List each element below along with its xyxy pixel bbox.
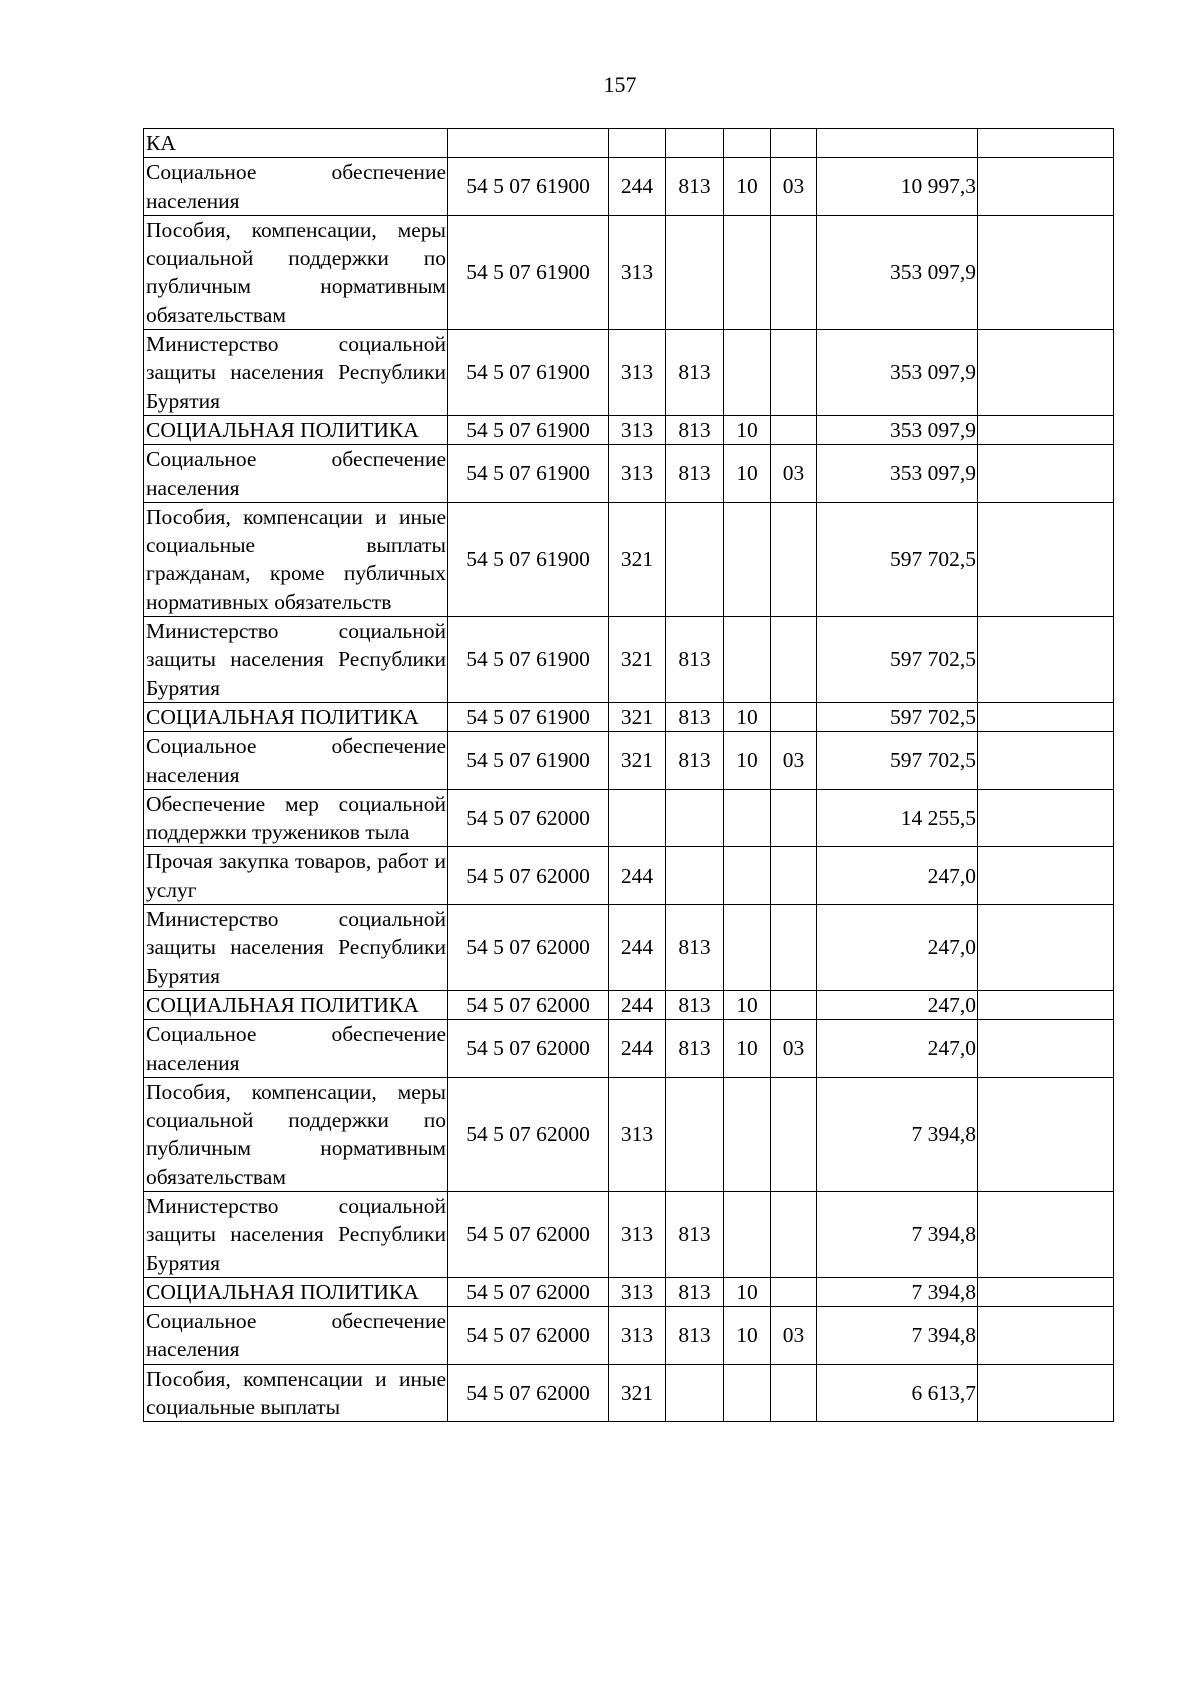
cell-extra <box>978 1020 1114 1078</box>
cell-name: Министерство социальной защиты населения Республики Бурятия <box>144 905 448 991</box>
table-row <box>144 1307 1114 1365</box>
cell-target-code: 54 5 07 61900 <box>448 617 609 703</box>
cell-subsection <box>771 702 817 731</box>
table-row <box>144 990 1114 1019</box>
cell-target-code: 54 5 07 62000 <box>448 1364 609 1422</box>
cell-subsection <box>771 1191 817 1277</box>
cell-section <box>724 617 771 703</box>
cell-name: Социальное обеспечение населения <box>144 158 448 216</box>
cell-section <box>724 905 771 991</box>
cell-section: 10 <box>724 1307 771 1365</box>
table-row <box>144 702 1114 731</box>
cell-expense-type: 321 <box>609 1364 666 1422</box>
cell-amount: 247,0 <box>817 847 978 905</box>
cell-subsection: 03 <box>771 158 817 216</box>
table-row <box>144 445 1114 503</box>
cell-extra <box>978 330 1114 416</box>
cell-amount: 353 097,9 <box>817 445 978 503</box>
cell-ministry-code: 813 <box>666 1277 724 1306</box>
cell-name: Пособия, компенсации, меры социальной поддержки по публичным нормативным обязательствам <box>144 1077 448 1191</box>
cell-extra <box>978 1364 1114 1422</box>
budget-table-body <box>144 129 1114 1422</box>
cell-expense-type: 313 <box>609 1277 666 1306</box>
cell-subsection <box>771 129 817 158</box>
cell-subsection <box>771 905 817 991</box>
cell-extra <box>978 445 1114 503</box>
cell-target-code: 54 5 07 61900 <box>448 702 609 731</box>
cell-expense-type <box>609 129 666 158</box>
cell-amount: 597 702,5 <box>817 732 978 790</box>
table-row <box>144 905 1114 991</box>
cell-subsection <box>771 990 817 1019</box>
table-row <box>144 847 1114 905</box>
cell-ministry-code: 813 <box>666 330 724 416</box>
cell-amount: 597 702,5 <box>817 617 978 703</box>
cell-section <box>724 129 771 158</box>
cell-target-code: 54 5 07 62000 <box>448 847 609 905</box>
table-row <box>144 330 1114 416</box>
cell-section: 10 <box>724 1277 771 1306</box>
cell-amount: 247,0 <box>817 905 978 991</box>
cell-ministry-code: 813 <box>666 905 724 991</box>
table-row <box>144 215 1114 329</box>
cell-subsection: 03 <box>771 1020 817 1078</box>
table-row <box>144 789 1114 847</box>
cell-amount: 597 702,5 <box>817 502 978 616</box>
cell-target-code: 54 5 07 61900 <box>448 330 609 416</box>
cell-amount: 7 394,8 <box>817 1191 978 1277</box>
cell-section: 10 <box>724 1020 771 1078</box>
cell-expense-type: 321 <box>609 617 666 703</box>
cell-ministry-code: 813 <box>666 445 724 503</box>
cell-amount: 7 394,8 <box>817 1277 978 1306</box>
cell-ministry-code: 813 <box>666 1020 724 1078</box>
cell-expense-type: 321 <box>609 502 666 616</box>
cell-name: Министерство социальной защиты населения Республики Бурятия <box>144 617 448 703</box>
table-row <box>144 732 1114 790</box>
cell-amount: 353 097,9 <box>817 215 978 329</box>
cell-expense-type: 313 <box>609 1307 666 1365</box>
cell-ministry-code <box>666 1077 724 1191</box>
cell-expense-type: 313 <box>609 1191 666 1277</box>
table-row <box>144 1191 1114 1277</box>
page-number: 157 <box>603 72 637 97</box>
cell-expense-type: 313 <box>609 415 666 444</box>
cell-extra <box>978 129 1114 158</box>
cell-ministry-code: 813 <box>666 415 724 444</box>
cell-subsection <box>771 1077 817 1191</box>
cell-amount <box>817 129 978 158</box>
cell-ministry-code <box>666 215 724 329</box>
cell-extra <box>978 1191 1114 1277</box>
cell-name: СОЦИАЛЬНАЯ ПОЛИТИКА <box>144 415 448 444</box>
cell-section: 10 <box>724 732 771 790</box>
cell-extra <box>978 415 1114 444</box>
cell-section: 10 <box>724 415 771 444</box>
cell-expense-type: 313 <box>609 330 666 416</box>
table-row <box>144 1277 1114 1306</box>
cell-name: Министерство социальной защиты населения Республики Бурятия <box>144 330 448 416</box>
cell-subsection <box>771 1364 817 1422</box>
cell-ministry-code: 813 <box>666 732 724 790</box>
cell-name: СОЦИАЛЬНАЯ ПОЛИТИКА <box>144 990 448 1019</box>
cell-name: КА <box>144 129 448 158</box>
cell-expense-type: 244 <box>609 905 666 991</box>
cell-extra <box>978 158 1114 216</box>
table-row <box>144 617 1114 703</box>
cell-section <box>724 330 771 416</box>
cell-ministry-code <box>666 847 724 905</box>
cell-target-code: 54 5 07 62000 <box>448 905 609 991</box>
cell-ministry-code: 813 <box>666 1191 724 1277</box>
cell-section: 10 <box>724 158 771 216</box>
cell-target-code <box>448 129 609 158</box>
cell-extra <box>978 1077 1114 1191</box>
cell-subsection <box>771 215 817 329</box>
cell-subsection <box>771 617 817 703</box>
cell-name: СОЦИАЛЬНАЯ ПОЛИТИКА <box>144 1277 448 1306</box>
cell-extra <box>978 702 1114 731</box>
table-row <box>144 1364 1114 1422</box>
budget-table <box>143 128 1114 1422</box>
cell-extra <box>978 1277 1114 1306</box>
cell-subsection <box>771 330 817 416</box>
cell-subsection: 03 <box>771 1307 817 1365</box>
cell-target-code: 54 5 07 62000 <box>448 1307 609 1365</box>
cell-expense-type: 313 <box>609 215 666 329</box>
cell-target-code: 54 5 07 62000 <box>448 1077 609 1191</box>
cell-name: Пособия, компенсации и иные социальные выплаты <box>144 1364 448 1422</box>
cell-name: Социальное обеспечение населения <box>144 1020 448 1078</box>
cell-subsection <box>771 847 817 905</box>
cell-section: 10 <box>724 445 771 503</box>
cell-ministry-code <box>666 789 724 847</box>
cell-extra <box>978 1307 1114 1365</box>
cell-ministry-code: 813 <box>666 702 724 731</box>
cell-expense-type: 244 <box>609 158 666 216</box>
cell-expense-type: 313 <box>609 445 666 503</box>
cell-ministry-code: 813 <box>666 617 724 703</box>
cell-name: Социальное обеспечение населения <box>144 1307 448 1365</box>
cell-name: Министерство социальной защиты населения Республики Бурятия <box>144 1191 448 1277</box>
cell-section: 10 <box>724 702 771 731</box>
cell-name: Пособия, компенсации, меры социальной поддержки по публичным нормативным обязательствам <box>144 215 448 329</box>
cell-name: Пособия, компенсации и иные социальные выплаты гражданам, кроме публичных нормативных обязательств <box>144 502 448 616</box>
cell-ministry-code <box>666 129 724 158</box>
cell-target-code: 54 5 07 62000 <box>448 990 609 1019</box>
cell-name: Обеспечение мер социальной поддержки тружеников тыла <box>144 789 448 847</box>
cell-extra <box>978 215 1114 329</box>
table-row <box>144 129 1114 158</box>
cell-amount: 10 997,3 <box>817 158 978 216</box>
table-row <box>144 502 1114 616</box>
table-row <box>144 158 1114 216</box>
cell-extra <box>978 789 1114 847</box>
cell-name: СОЦИАЛЬНАЯ ПОЛИТИКА <box>144 702 448 731</box>
cell-amount: 247,0 <box>817 1020 978 1078</box>
cell-target-code: 54 5 07 62000 <box>448 1277 609 1306</box>
cell-name: Социальное обеспечение населения <box>144 445 448 503</box>
table-row <box>144 1077 1114 1191</box>
cell-name: Социальное обеспечение населения <box>144 732 448 790</box>
cell-subsection: 03 <box>771 732 817 790</box>
table-row <box>144 1020 1114 1078</box>
cell-name: Прочая закупка товаров, работ и услуг <box>144 847 448 905</box>
cell-extra <box>978 905 1114 991</box>
cell-amount: 353 097,9 <box>817 415 978 444</box>
cell-subsection: 03 <box>771 445 817 503</box>
cell-section: 10 <box>724 990 771 1019</box>
cell-expense-type <box>609 789 666 847</box>
cell-amount: 7 394,8 <box>817 1077 978 1191</box>
cell-ministry-code: 813 <box>666 1307 724 1365</box>
cell-extra <box>978 617 1114 703</box>
cell-ministry-code: 813 <box>666 158 724 216</box>
cell-expense-type: 244 <box>609 1020 666 1078</box>
cell-section <box>724 502 771 616</box>
cell-extra <box>978 732 1114 790</box>
cell-target-code: 54 5 07 61900 <box>448 415 609 444</box>
cell-target-code: 54 5 07 61900 <box>448 445 609 503</box>
cell-ministry-code: 813 <box>666 990 724 1019</box>
cell-target-code: 54 5 07 62000 <box>448 1020 609 1078</box>
cell-target-code: 54 5 07 62000 <box>448 789 609 847</box>
cell-extra <box>978 502 1114 616</box>
cell-subsection <box>771 415 817 444</box>
cell-section <box>724 215 771 329</box>
cell-amount: 6 613,7 <box>817 1364 978 1422</box>
cell-ministry-code <box>666 1364 724 1422</box>
cell-section <box>724 847 771 905</box>
cell-amount: 7 394,8 <box>817 1307 978 1365</box>
cell-extra <box>978 847 1114 905</box>
cell-section <box>724 1077 771 1191</box>
cell-amount: 597 702,5 <box>817 702 978 731</box>
cell-target-code: 54 5 07 61900 <box>448 732 609 790</box>
cell-expense-type: 313 <box>609 1077 666 1191</box>
cell-subsection <box>771 1277 817 1306</box>
cell-target-code: 54 5 07 62000 <box>448 1191 609 1277</box>
cell-ministry-code <box>666 502 724 616</box>
cell-subsection <box>771 789 817 847</box>
cell-target-code: 54 5 07 61900 <box>448 215 609 329</box>
cell-extra <box>978 990 1114 1019</box>
cell-target-code: 54 5 07 61900 <box>448 502 609 616</box>
cell-expense-type: 321 <box>609 702 666 731</box>
table-row <box>144 415 1114 444</box>
cell-section <box>724 1191 771 1277</box>
cell-section <box>724 789 771 847</box>
cell-target-code: 54 5 07 61900 <box>448 158 609 216</box>
cell-expense-type: 321 <box>609 732 666 790</box>
cell-amount: 353 097,9 <box>817 330 978 416</box>
cell-expense-type: 244 <box>609 847 666 905</box>
cell-amount: 247,0 <box>817 990 978 1019</box>
cell-amount: 14 255,5 <box>817 789 978 847</box>
cell-section <box>724 1364 771 1422</box>
cell-expense-type: 244 <box>609 990 666 1019</box>
cell-subsection <box>771 502 817 616</box>
